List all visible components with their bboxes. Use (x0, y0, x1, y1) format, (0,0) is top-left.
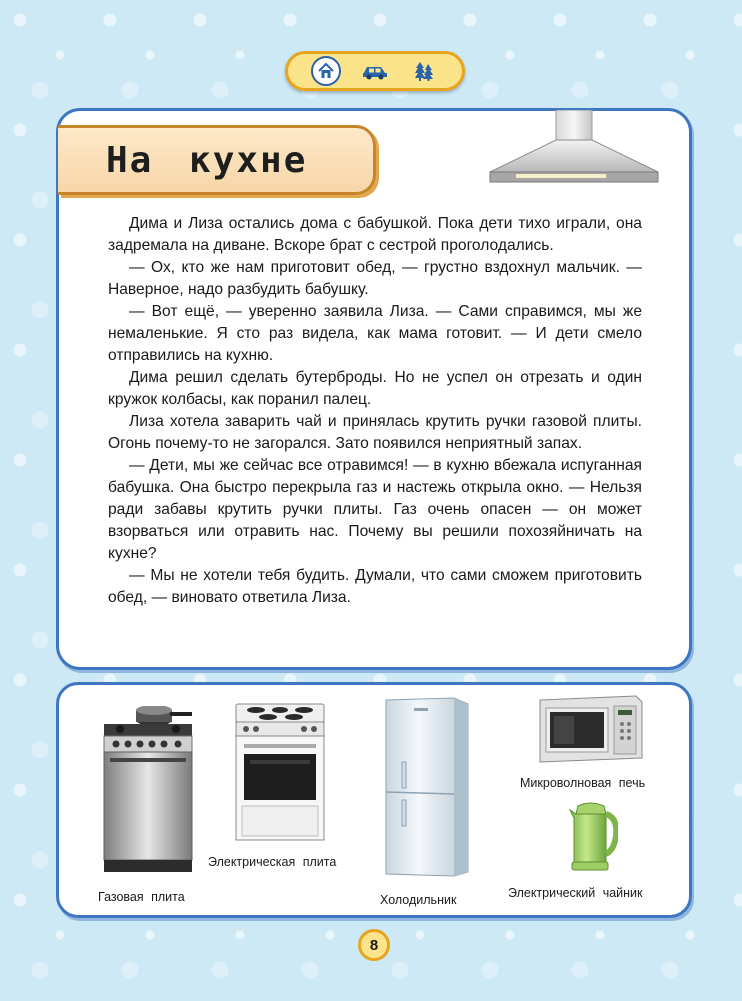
kettle-icon (566, 800, 618, 874)
nav-home-button[interactable] (311, 56, 341, 86)
tree-icon (413, 60, 435, 82)
story-paragraph: — Ох, кто же нам приготовит обед, — грустно вздохнул мальчик. — Наверное, надо разбудить бабушку. (108, 259, 642, 298)
title-banner (58, 125, 376, 195)
fridge-icon (380, 696, 472, 878)
electric-stove-caption: Электрическая плита (208, 855, 337, 869)
electric-stove-icon (232, 702, 328, 842)
house-icon (317, 62, 335, 80)
gas-stove-caption: Газовая плита (98, 890, 185, 904)
story-text (108, 213, 642, 609)
page-title: На кухне (106, 139, 308, 181)
kettle-caption: Электрический чайник (508, 886, 643, 900)
nav-transport-button[interactable] (360, 57, 390, 85)
car-icon (361, 62, 389, 80)
microwave-icon (534, 692, 644, 766)
nav-nature-button[interactable] (409, 57, 439, 85)
range-hood-icon (486, 110, 662, 192)
microwave-caption: Микроволновая печь (520, 776, 646, 790)
gas-stove-icon (100, 706, 194, 874)
story-paragraph: — Дети, мы же сейчас все отравимся! — в кухню вбежала испуганная бабушка. Она быстро перекрыла газ и настежь открыла окно. — Нельзя ради забавы крутить ручки плиты. Газ очень опасен — он может взорваться или отравить нас. Почему вы решили похозяйничать на кухне? (108, 457, 642, 562)
story-paragraph: Дима решил сделать бутерброды. Но не успел он отрезать и один кружок колбасы, как поранил палец. (108, 369, 642, 408)
story-paragraph: — Мы не хотели тебя будить. Думали, что сами сможем приготовить обед, — виновато ответила Лиза. (108, 567, 642, 606)
page-number: 8 (358, 929, 390, 961)
story-paragraph: Дима и Лиза остались дома с бабушкой. Пока дети тихо играли, она задремала на диване. Вскоре брат с сестрой проголодались. (108, 215, 642, 254)
navigation-bar (285, 51, 465, 91)
story-paragraph: — Вот ещё, — уверенно заявила Лиза. — Сами справимся, мы же немаленькие. Я сто раз видела, как мама готовит. — И дети смело отправились на кухню. (108, 303, 642, 364)
story-paragraph: Лиза хотела заварить чай и принялась крутить ручки газовой плиты. Огонь почему-то не загорался. Зато появился неприятный запах. (108, 413, 642, 452)
fridge-caption: Холодильник (380, 893, 457, 907)
